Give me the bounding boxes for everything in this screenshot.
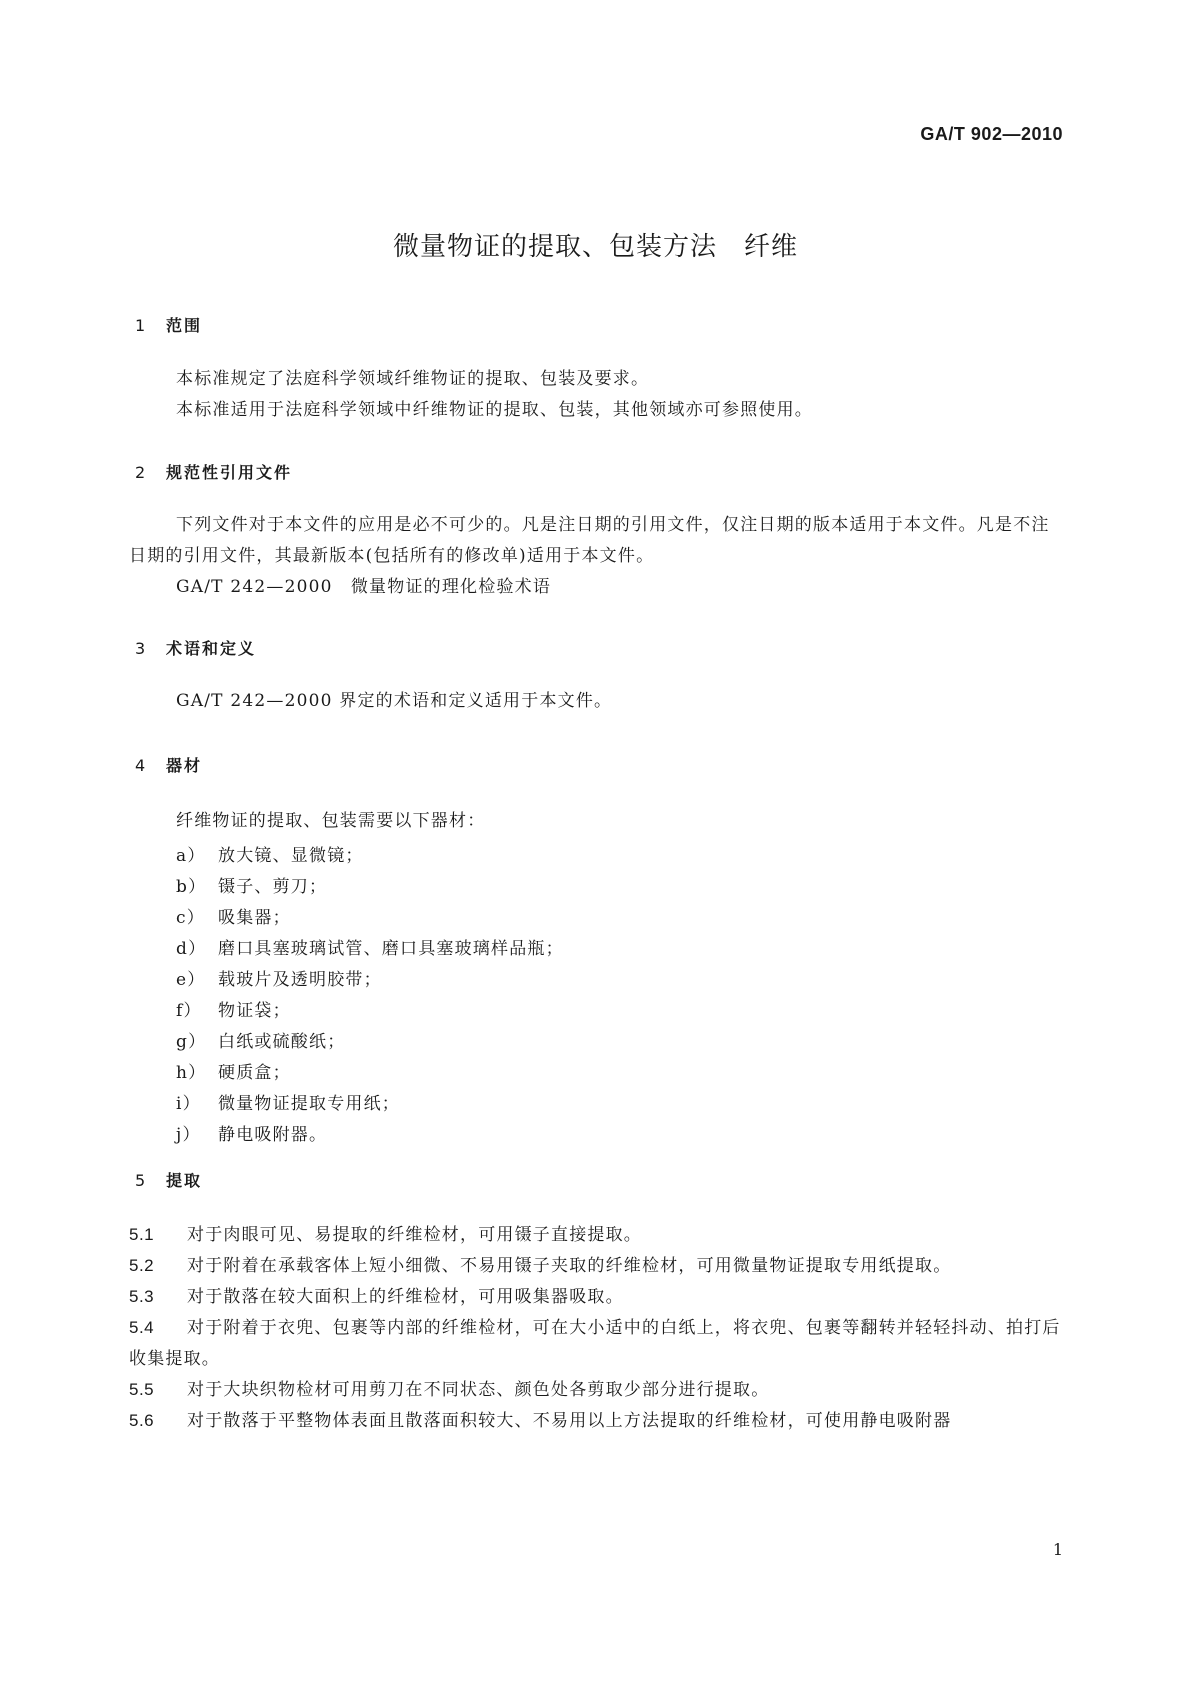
section-3-heading: [135, 636, 256, 659]
list-marker: h）: [176, 1063, 207, 1083]
list-marker: j）: [176, 1125, 201, 1145]
section-title: 范围: [166, 316, 203, 335]
list-item: [176, 934, 564, 959]
clause-text: 对于散落于平整物体表面且散落面积较大、不易用以上方法提取的纤维检材，可使用静电吸附器: [187, 1411, 952, 1431]
list-item: [176, 841, 364, 866]
section-number: 5: [135, 1171, 148, 1190]
list-item: [176, 1089, 400, 1114]
list-item-text: 载玻片及透明胶带；: [218, 970, 382, 990]
list-item: [176, 996, 291, 1021]
page-number: 1: [1052, 1540, 1063, 1559]
section-title: 器材: [166, 756, 203, 775]
list-intro: 纤维物证的提取、包装需要以下器材：: [176, 811, 486, 831]
section-title: 提取: [166, 1171, 203, 1190]
paragraph: GA/T 242—2000 界定的术语和定义适用于本文件。: [176, 691, 613, 711]
list-item-text: 磨口具塞玻璃试管、磨口具塞玻璃样品瓶；: [218, 939, 564, 959]
paragraph: 本标准适用于法庭科学领域中纤维物证的提取、包装，其他领域亦可参照使用。: [176, 400, 813, 420]
clause: [129, 1250, 1061, 1282]
section-2-heading: [135, 460, 292, 483]
standard-code: GA/T 902—2010: [920, 124, 1063, 144]
list-item-text: 静电吸附器。: [218, 1125, 328, 1145]
section-number: 3: [135, 639, 148, 658]
clause: [129, 1219, 1061, 1251]
document-title: 微量物证的提取、包装方法 纤维: [392, 232, 798, 262]
list-marker: g）: [176, 1032, 207, 1052]
section-4-heading: [135, 753, 202, 776]
list-item-text: 物证袋；: [218, 1001, 291, 1021]
list-item: [176, 1027, 345, 1052]
list-item-text: 放大镜、显微镜；: [218, 846, 364, 866]
clause: [129, 1312, 1061, 1375]
list-marker: c）: [176, 908, 205, 928]
list-marker: d）: [176, 939, 207, 959]
list-marker: b）: [176, 877, 207, 897]
clause: [129, 1405, 1061, 1437]
section-number: 4: [135, 756, 148, 775]
clause-text: 对于附着于衣兜、包裹等内部的纤维检材，可在大小适中的白纸上，将衣兜、包裹等翻转并轻轻抖动、拍打后收集提取。: [129, 1318, 1061, 1369]
list-item-text: 镊子、剪刀；: [218, 877, 328, 897]
clause-number: 5.1: [129, 1225, 155, 1244]
list-marker: i）: [176, 1094, 201, 1114]
list-item-text: 硬质盒；: [218, 1063, 291, 1083]
section-title: 术语和定义: [166, 639, 257, 658]
clause-number: 5.6: [129, 1411, 155, 1430]
clause-text: 对于附着在承载客体上短小细微、不易用镊子夹取的纤维检材，可用微量物证提取专用纸提取。: [187, 1256, 952, 1276]
clause-number: 5.3: [129, 1287, 155, 1306]
clause-number: 5.4: [129, 1318, 155, 1337]
clause: [129, 1374, 1061, 1406]
paragraph: 本标准规定了法庭科学领域纤维物证的提取、包装及要求。: [176, 369, 650, 389]
clause-text: 对于大块织物检材可用剪刀在不同状态、颜色处各剪取少部分进行提取。: [187, 1380, 770, 1400]
section-title: 规范性引用文件: [166, 463, 293, 482]
paragraph: 下列文件对于本文件的应用是必不可少的。凡是注日期的引用文件，仅注日期的版本适用于本文件。凡是不注日期的引用文件，其最新版本(包括所有的修改单)适用于本文件。: [129, 515, 1050, 566]
list-item: [176, 872, 327, 897]
clause-number: 5.5: [129, 1380, 155, 1399]
list-item: [176, 1058, 291, 1083]
list-marker: a）: [176, 846, 206, 866]
clause-text: 对于肉眼可见、易提取的纤维检材，可用镊子直接提取。: [187, 1225, 642, 1245]
list-item-text: 吸集器；: [218, 908, 291, 928]
list-marker: f）: [176, 1001, 202, 1021]
list-item: [176, 1120, 327, 1145]
section-5-heading: [135, 1168, 202, 1191]
section-number: 2: [135, 463, 148, 482]
list-item: [176, 965, 382, 990]
clause-number: 5.2: [129, 1256, 155, 1275]
clause: [129, 1281, 1061, 1313]
reference-entry: GA/T 242—2000 微量物证的理化检验术语: [176, 577, 552, 597]
list-item: [176, 903, 291, 928]
list-item-text: 白纸或硫酸纸；: [218, 1032, 346, 1052]
list-marker: e）: [176, 970, 206, 990]
clause-text: 对于散落在较大面积上的纤维检材，可用吸集器吸取。: [187, 1287, 624, 1307]
section-1-heading: [135, 313, 202, 336]
list-item-text: 微量物证提取专用纸；: [218, 1094, 400, 1114]
section-number: 1: [135, 316, 148, 335]
